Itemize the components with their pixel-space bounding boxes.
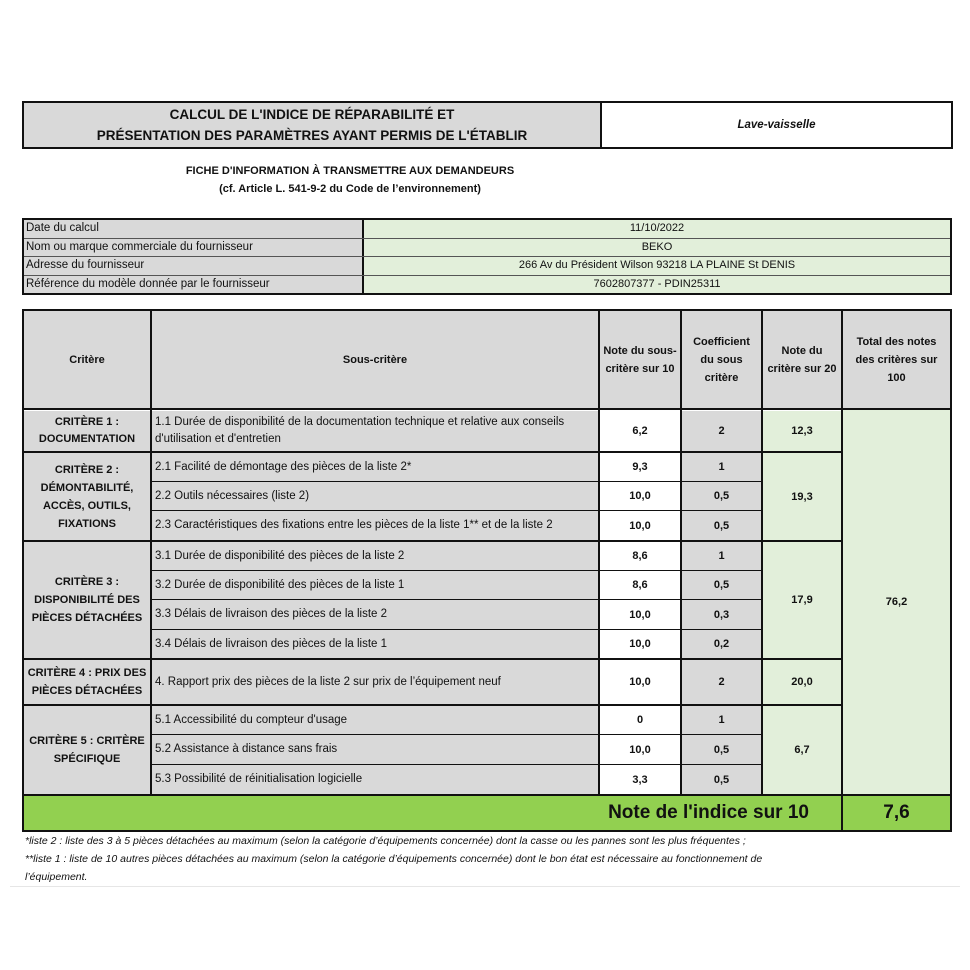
info-label: Date du calcul (24, 220, 364, 238)
footnote-liste-2: *liste 2 : liste des 3 à 5 pièces détachées au maximum (selon la catégorie d’équipements concernée) dont la casse ou les pannes sont les plus fréquentes ; (25, 835, 746, 847)
note-5-3: 3,3 (600, 765, 680, 794)
criterion-1-score: 12,3 (763, 411, 841, 451)
coef-3-1: 1 (682, 542, 761, 570)
info-row-brand (24, 239, 950, 258)
subcriterion-4: 4. Rapport prix des pièces de la liste 2 sur prix de l’équipement neuf (152, 660, 598, 704)
coef-2-1: 1 (682, 453, 761, 481)
footnote-liste-1-cont: l’équipement. (25, 871, 88, 883)
coef-5-3: 0,5 (682, 765, 761, 794)
header-sous-critere: Sous-critère (152, 311, 598, 408)
criterion-3-label: CRITÈRE 3 : DISPONIBILITÉ DES PIÈCES DÉTACHÉES (24, 542, 150, 658)
info-label: Référence du modèle donnée par le fournisseur (24, 276, 364, 294)
note-3-2: 8,6 (600, 571, 680, 599)
criterion-5-label: CRITÈRE 5 : CRITÈRE SPÉCIFIQUE (24, 706, 150, 794)
subcriterion-3-3: 3.3 Délais de livraison des pièces de la liste 2 (152, 600, 598, 629)
info-row-date (24, 220, 950, 239)
fiche-reference: (cf. Article L. 541-9-2 du Code de l’environnement) (219, 183, 481, 195)
coef-5-2: 0,5 (682, 735, 761, 764)
criterion-2-score: 19,3 (763, 453, 841, 540)
footnote-liste-1: **liste 1 : liste de 10 autres pièces détachées au maximum (selon la catégorie d’équipements concernée) dont le bon état est nécessaire au fonctionnement de (25, 853, 763, 865)
header-note-sous-critere: Note du sous-critère sur 10 (600, 311, 680, 408)
header-total: Total des notes des critères sur 100 (843, 311, 950, 408)
note-2-3: 10,0 (600, 511, 680, 540)
subcriterion-1-1: 1.1 Durée de disponibilité de la documentation technique et relative aux conseils d'utilisation et d'entretien (152, 411, 598, 451)
fiche-heading: FICHE D'INFORMATION À TRANSMETTRE AUX DEMANDEURS (185, 165, 515, 177)
criterion-5-score: 6,7 (763, 706, 841, 794)
total-score-100: 76,2 (843, 410, 950, 794)
coef-3-3: 0,3 (682, 600, 761, 629)
info-label: Nom ou marque commerciale du fournisseur (24, 239, 364, 257)
subcriterion-2-3: 2.3 Caractéristiques des fixations entre les pièces de la liste 1** et de la liste 2 (152, 511, 598, 540)
note-2-1: 9,3 (600, 453, 680, 481)
coef-2-3: 0,5 (682, 511, 761, 540)
coef-3-4: 0,2 (682, 630, 761, 658)
criterion-2-label: CRITÈRE 2 : DÉMONTABILITÉ, ACCÈS, OUTILS, FIXATIONS (24, 453, 150, 540)
subcriterion-5-1: 5.1 Accessibilité du compteur d'usage (152, 706, 598, 734)
subcriterion-3-2: 3.2 Durée de disponibilité des pièces de la liste 1 (152, 571, 598, 599)
bottom-divider (10, 886, 960, 887)
index-label: Note de l'indice sur 10 (24, 796, 841, 830)
criterion-4-score: 20,0 (763, 660, 841, 704)
subcriterion-5-3: 5.3 Possibilité de réinitialisation logicielle (152, 765, 598, 794)
note-1-1: 6,2 (600, 411, 680, 451)
header-note-critere: Note du critère sur 20 (763, 311, 841, 408)
coef-2-2: 0,5 (682, 482, 761, 510)
supplier-info-table (22, 218, 952, 295)
note-3-3: 10,0 (600, 600, 680, 629)
title-line-1: CALCUL DE L'INDICE DE RÉPARABILITÉ ET (169, 107, 455, 122)
criterion-3-score: 17,9 (763, 542, 841, 658)
info-label: Adresse du fournisseur (24, 257, 364, 275)
info-value: 266 Av du Président Wilson 93218 LA PLAINE St DENIS (364, 257, 950, 275)
product-category: Lave-vaisselle (737, 119, 816, 131)
subcriterion-3-4: 3.4 Délais de livraison des pièces de la liste 1 (152, 630, 598, 658)
document-title (24, 103, 602, 147)
coef-5-1: 1 (682, 706, 761, 734)
coef-3-2: 0,5 (682, 571, 761, 599)
info-row-address (24, 257, 950, 276)
criterion-1-label: CRITÈRE 1 : DOCUMENTATION (24, 411, 150, 451)
coef-1-1: 2 (682, 411, 761, 451)
subcriterion-2-2: 2.2 Outils nécessaires (liste 2) (152, 482, 598, 510)
info-value: 7602807377 - PDIN25311 (364, 276, 950, 294)
note-5-2: 10,0 (600, 735, 680, 764)
info-value: 11/10/2022 (364, 220, 950, 238)
index-score: 7,6 (843, 796, 950, 830)
header-coefficient: Coefficient du sous critère (682, 311, 761, 408)
header-critere: Critère (24, 311, 150, 408)
title-block (22, 101, 953, 149)
note-2-2: 10,0 (600, 482, 680, 510)
subcriterion-5-2: 5.2 Assistance à distance sans frais (152, 735, 598, 764)
subcriterion-3-1: 3.1 Durée de disponibilité des pièces de la liste 2 (152, 542, 598, 570)
note-3-1: 8,6 (600, 542, 680, 570)
info-value: BEKO (364, 239, 950, 257)
note-4: 10,0 (600, 660, 680, 704)
coef-4: 2 (682, 660, 761, 704)
subcriterion-2-1: 2.1 Facilité de démontage des pièces de la liste 2* (152, 453, 598, 481)
criterion-4-label: CRITÈRE 4 : PRIX DES PIÈCES DÉTACHÉES (24, 660, 150, 704)
note-5-1: 0 (600, 706, 680, 734)
title-line-2: PRÉSENTATION DES PARAMÈTRES AYANT PERMIS DE L'ÉTABLIR (96, 128, 528, 143)
info-row-reference (24, 276, 950, 294)
note-3-4: 10,0 (600, 630, 680, 658)
